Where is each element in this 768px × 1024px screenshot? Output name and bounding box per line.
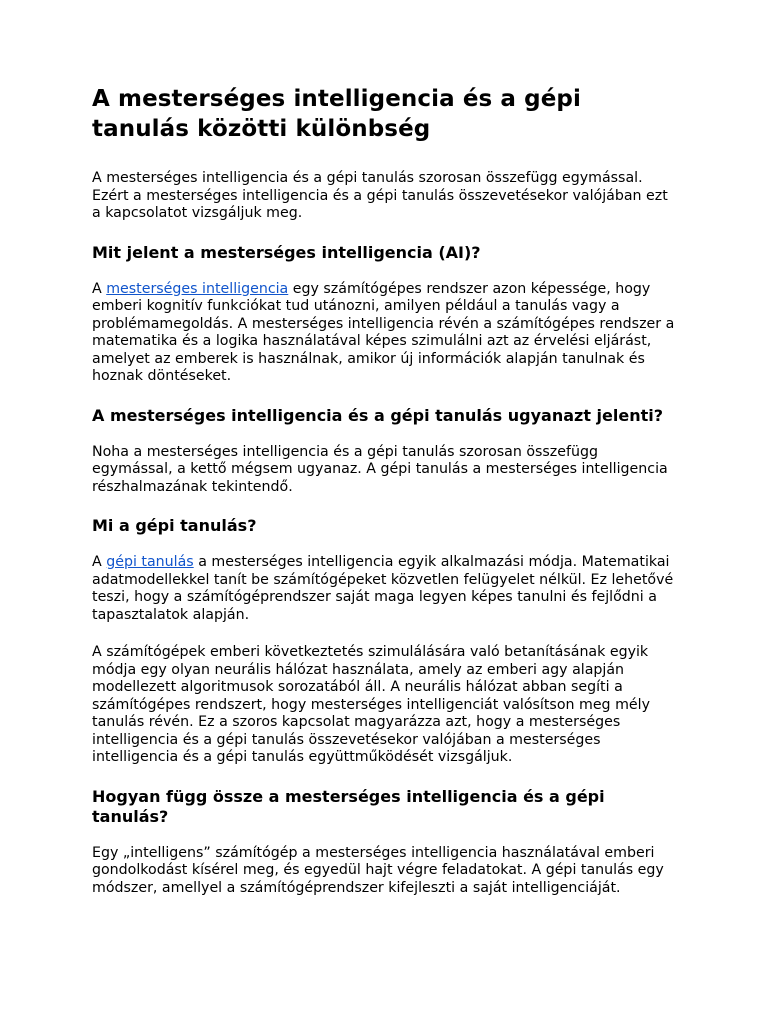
section-heading-relation: Hogyan függ össze a mesterséges intelligencia és a gépi tanulás? <box>92 786 605 826</box>
text-run: A <box>92 280 107 297</box>
section-relation-paragraph: Egy „intelligens” számítógép a mesterséges intelligencia használatával emberi gondolkodást kísérel meg, és egyedül hajt végre feladatokat. A gépi tanulás egy módszer, amellyel a számítógéprendszer kifejleszti a saját intelligenciáját. <box>92 844 664 896</box>
section-what-is-ml-paragraph-1 <box>92 554 676 624</box>
section-what-is-ai-paragraph <box>92 281 676 386</box>
section-heading-what-is-ml: Mi a gépi tanulás? <box>92 516 257 535</box>
text-run: egy számítógépes rendszer azon képessége, hogy emberi kognitív funkciókat tud utánozni, amilyen például a tanulás vagy a problémamegoldás. A mesterséges intelligencia révén a számítógépes rendszer a matematika és a logika használatával képes szimulálni azt az érvelési eljárást, amelyet az emberek is használnak, amikor új információk alapján tanulnak és hoznak döntéseket. <box>92 280 675 384</box>
section-same-thing-paragraph: Noha a mesterséges intelligencia és a gépi tanulás szorosan összefügg egymással, a kettő mégsem ugyanaz. A gépi tanulás a mesterséges intelligencia részhalmazának tekintendő. <box>92 443 668 495</box>
section-heading-same-thing: A mesterséges intelligencia és a gépi tanulás ugyanazt jelenti? <box>92 405 664 425</box>
text-run: a mesterséges intelligencia egyik alkalmazási módja. Matematikai adatmodellekkel tanít be számítógépeket közvetlen felügyelet nélkül. Ez lehetővé teszi, hogy a számítógéprendszer saját maga legyen képes tanulni és fejlődni a tapasztalatok alapján. <box>92 554 674 623</box>
ml-link[interactable]: gépi tanulás <box>106 554 194 570</box>
ai-link[interactable]: mesterséges intelligencia <box>106 280 289 297</box>
intro-paragraph: A mesterséges intelligencia és a gépi tanulás szorosan összefügg egymással. Ezért a mesterséges intelligencia és a gépi tanulás összevetésekor valójában ezt a kapcsolatot vizsgáljuk meg. <box>92 170 668 221</box>
text-run: A <box>92 554 107 570</box>
section-heading-what-is-ai: Mit jelent a mesterséges intelligencia (AI)? <box>92 242 481 262</box>
document-title: A mesterséges intelligencia és a gépi tanulás közötti különbség <box>92 86 581 142</box>
section-what-is-ml-paragraph-2: A számítógépek emberi következtetés szimulálására való betanításának egyik módja egy olyan neurális hálózat használata, amely az emberi agy alapján modellezett algoritmusok sorozatából áll. A neurális hálózat abban segíti a számítógépes rendszert, hogy mesterséges intelligenciát valósítson meg mély tanulás révén. Ez a szoros kapcsolat magyarázza azt, hogy a mesterséges intelligencia és a gépi tanulás összevetésekor valójában a mesterséges intelligencia és a gépi tanulás együttműködését vizsgáljuk. <box>92 644 650 765</box>
